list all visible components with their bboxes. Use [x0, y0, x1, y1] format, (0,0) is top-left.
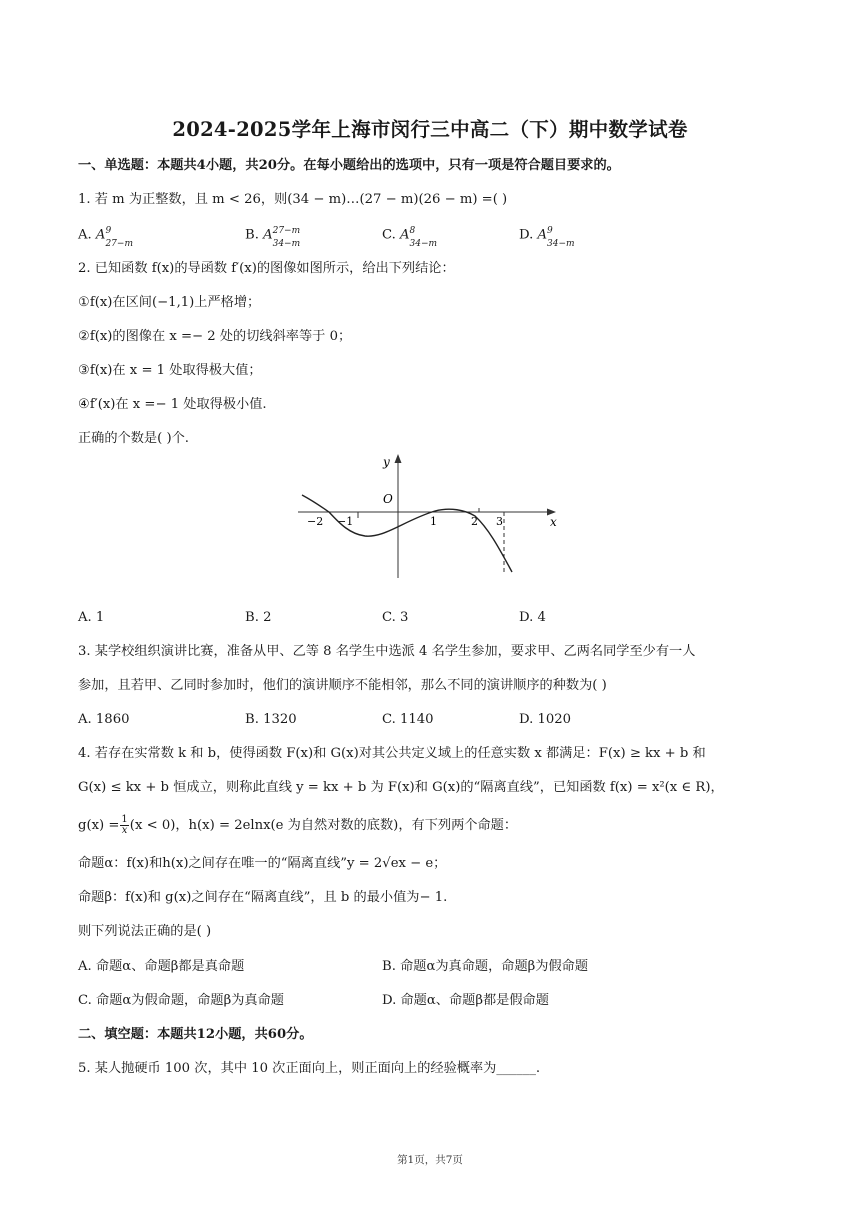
q3-line-2: 参加，且若甲、乙同时参加时，他们的演讲顺序不能相邻，那么不同的演讲顺序的种数为( ) [78, 678, 607, 693]
q1-stem: 1. 若 m 为正整数，且 m < 26，则(34 − m)…(27 − m)(26 − m) =( ) [78, 192, 508, 207]
q5-stem: 5. 某人抛硬币 100 次，其中 10 次正面向上，则正面向上的经验概率为______. [78, 1061, 541, 1076]
q3-option-a: A. 1860 [78, 712, 130, 727]
q1-option-a: A. A 9 27−m [78, 226, 133, 249]
q2-option-a: A. 1 [78, 610, 105, 625]
q2-stem: 2. 已知函数 f(x)的导函数 f′(x)的图像如图所示，给出下列结论： [78, 261, 455, 276]
q4-proposition-beta: 命题β：f(x)和 g(x)之间存在“隔离直线”，且 b 的最小值为− 1. [78, 890, 448, 905]
q4-line-2: G(x) ≤ kx + b 恒成立，则称此直线 y = kx + b 为 F(x)和 G(x)的“隔离直线”，已知函数 f(x) = x²(x ∈ R)， [78, 780, 724, 795]
q1-option-c: C. A 8 34−m [382, 226, 438, 249]
q4-option-a: A. 命题α、命题β都是真命题 [78, 959, 245, 974]
q2-option-b: B. 2 [245, 610, 272, 625]
tick-label-neg2: −2 [307, 515, 324, 528]
q2-conclusion-1: ①f(x)在区间(−1,1)上严格增； [78, 295, 261, 310]
section-2-heading: 二、填空题：本题共12小题，共60分。 [78, 1027, 313, 1042]
q4-line-1: 4. 若存在实常数 k 和 b，使得函数 F(x)和 G(x)对其公共定义域上的任意实数 x 都满足：F(x) ≥ kx + b 和 [78, 746, 706, 761]
q2-option-d: D. 4 [519, 610, 546, 625]
q2-conclusion-4: ④f′(x)在 x =− 1 处取得极小值. [78, 397, 267, 412]
q3-option-b: B. 1320 [245, 712, 297, 727]
y-axis-label: y [383, 455, 390, 469]
q3-option-c: C. 1140 [382, 712, 434, 727]
exam-title: 2024-2025学年上海市闵行三中高二（下）期中数学试卷 [172, 118, 688, 141]
y-axis-arrow-icon [395, 454, 402, 463]
origin-label: O [383, 492, 393, 506]
q2-option-c: C. 3 [382, 610, 409, 625]
tick-label-1: 1 [430, 515, 437, 528]
q1-option-d: D. A 9 34−m [519, 226, 575, 249]
tick-label-2: 2 [471, 515, 478, 528]
q4-proposition-alpha: 命题α：f(x)和h(x)之间存在唯一的“隔离直线”y = 2√ex − e； [78, 856, 447, 871]
q4-ask: 则下列说法正确的是( ) [78, 924, 212, 939]
derivative-graph [290, 450, 570, 580]
q4-option-d: D. 命题α、命题β都是假命题 [382, 993, 549, 1008]
q2-conclusion-2: ②f(x)的图像在 x =− 2 处的切线斜率等于 0； [78, 329, 352, 344]
fraction-1-over-x: $\frac{1}{x}$ [121, 814, 128, 836]
q2-conclusion-3: ③f(x)在 x = 1 处取得极大值； [78, 363, 262, 378]
tick-label-3: 3 [496, 515, 503, 528]
q4-line-3: g(x) = $\frac{1}{x}$ (x < 0)，h(x) = 2elnx(e 为自然对数的底数)，有下列两个命题： [78, 814, 518, 836]
page-footer: 第1页，共7页 [397, 1154, 463, 1166]
q3-option-d: D. 1020 [519, 712, 572, 727]
x-axis-label: x [550, 515, 557, 529]
q1-option-b: B. A 27−m 34−m [245, 226, 301, 249]
derivative-curve [302, 495, 512, 572]
section-1-heading: 一、单选题：本题共4小题，共20分。在每小题给出的选项中，只有一项是符合题目要求的。 [78, 158, 620, 173]
q2-ask: 正确的个数是( )个. [78, 431, 189, 446]
q3-line-1: 3. 某学校组织演讲比赛，准备从甲、乙等 8 名学生中选派 4 名学生参加，要求甲、乙两名同学至少有一人 [78, 644, 696, 659]
q4-option-b: B. 命题α为真命题，命题β为假命题 [382, 959, 589, 974]
tick-label-neg1: −1 [337, 515, 354, 528]
q4-option-c: C. 命题α为假命题，命题β为真命题 [78, 993, 284, 1008]
